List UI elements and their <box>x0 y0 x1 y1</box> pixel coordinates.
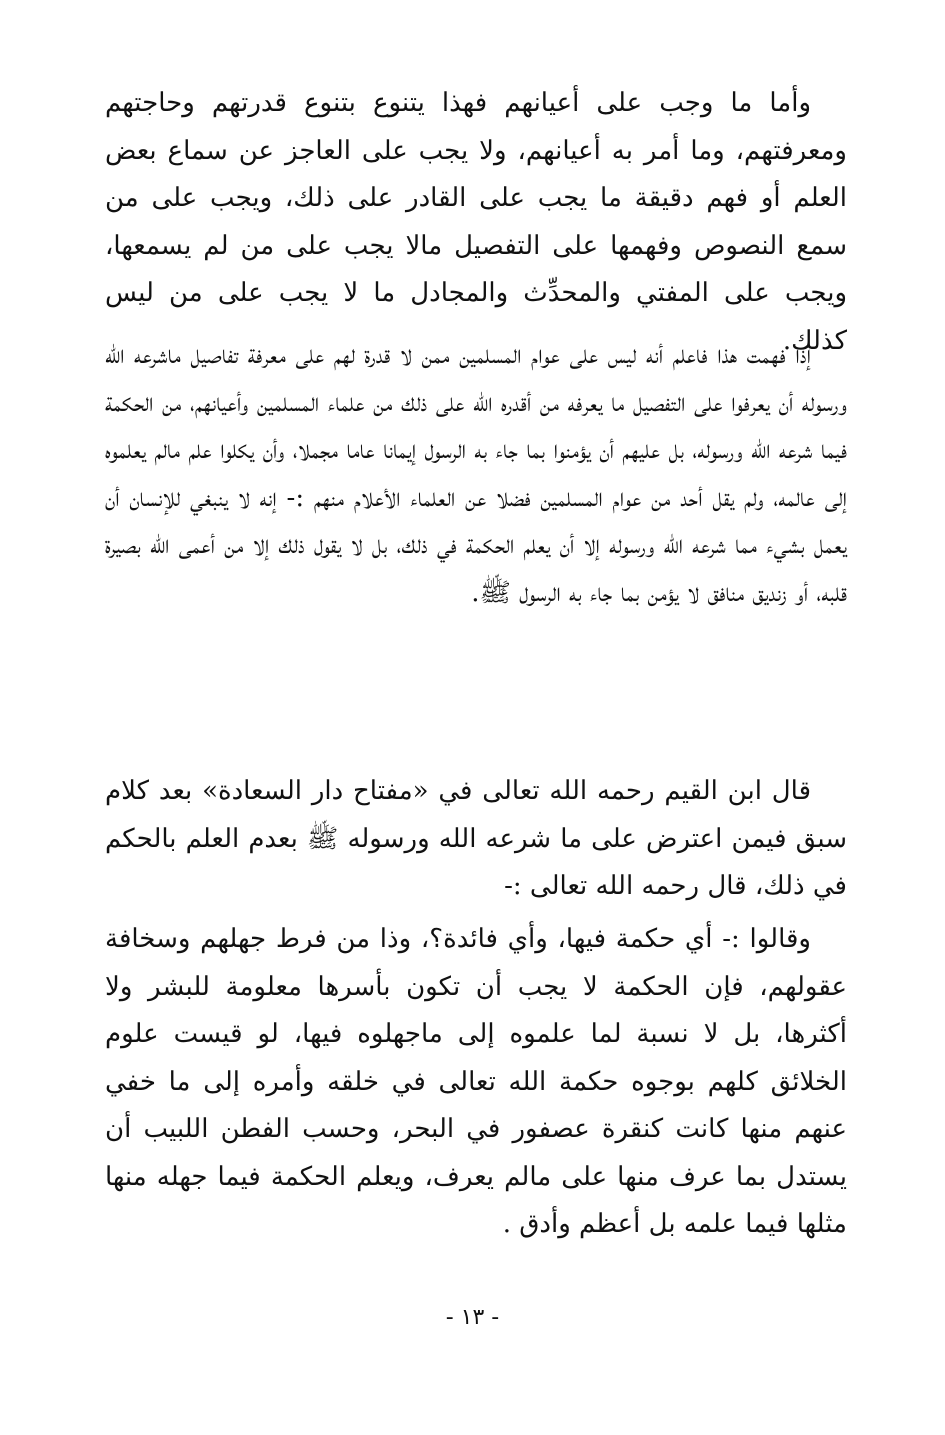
paragraph-4: وقالوا :- أي حكمة فيها، وأي فائدة؟، وذا من فرط جهلهم وسخافة عقولهم، فإن الحكمة لا يجب أن تكون بأسرها معلومة للبشر ولا أكثرها، بل لا نسبة لما علموه إلى ماجهلوه فيها، لو قيست علوم الخلائق كلهم بوجوه حكمة الله تعالى في خلقه وأمره إلى ما خفي عنهم منها كانت كنقرة عصفور في البحر، وحسب الفطن اللبيب أن يستدل بما عرف منها على مالم يعرف، ويعلم الحكمة فيما جهله منها مثلها فيما علمه بل أعظم وأدق . <box>105 924 847 1239</box>
page-number: - ١٣ - <box>445 1305 500 1330</box>
paragraph-3: قال ابن القيم رحمه الله تعالى في «مفتاح دار السعادة» بعد كلام سبق فيمن اعترض على ما شرعه الله ورسوله ﷺ بعدم العلم بالحكم في ذلك، قال رحمه الله تعالى :- <box>105 776 847 901</box>
paragraph-1: وأما ما وجب على أعيانهم فهذا يتنوع بتنوع قدرتهم وحاجتهم ومعرفتهم، وما أمر به أعيانهم، ولا يجب على العاجز عن سماع بعض العلم أو فهم دقيقة ما يجب على القادر على ذلك، ويجب على من سمع النصوص وفهمها على التفصيل مالا يجب على من لم يسمعها، ويجب على المفتي والمحدِّث والمجادل ما لا يجب على من ليس كذلك. <box>105 88 847 356</box>
paragraph-2: إذا فهمت هذا فاعلم أنه ليس على عوام المسلمين ممن لا قدرة لهم على معرفة تفاصيل ماشرعه الله ورسوله أن يعرفوا على التفصيل ما يعرفه من أقدره الله على ذلك من علماء المسلمين وأعيانهم، من الحكمة فيما شرعه الله ورسوله، بل عليهم أن يؤمنوا بما جاء به الرسول إيمانا عاما مجملا، وأن يكلوا علم مالم يعلموه إلى عالمه، ولم يقل أحد من عوام المسلمين فضلا عن العلماء الأعلام منهم :- إنه لا ينبغي للإنسان أن يعمل بشيء مما شرعه الله ورسوله إلا أن يعلم الحكمة في ذلك، بل لا يقول ذلك إلا من أعمى الله بصيرة قلبه، أو زنديق منافق لا يؤمن بما جاء به الرسول ﷺ. <box>105 340 847 608</box>
